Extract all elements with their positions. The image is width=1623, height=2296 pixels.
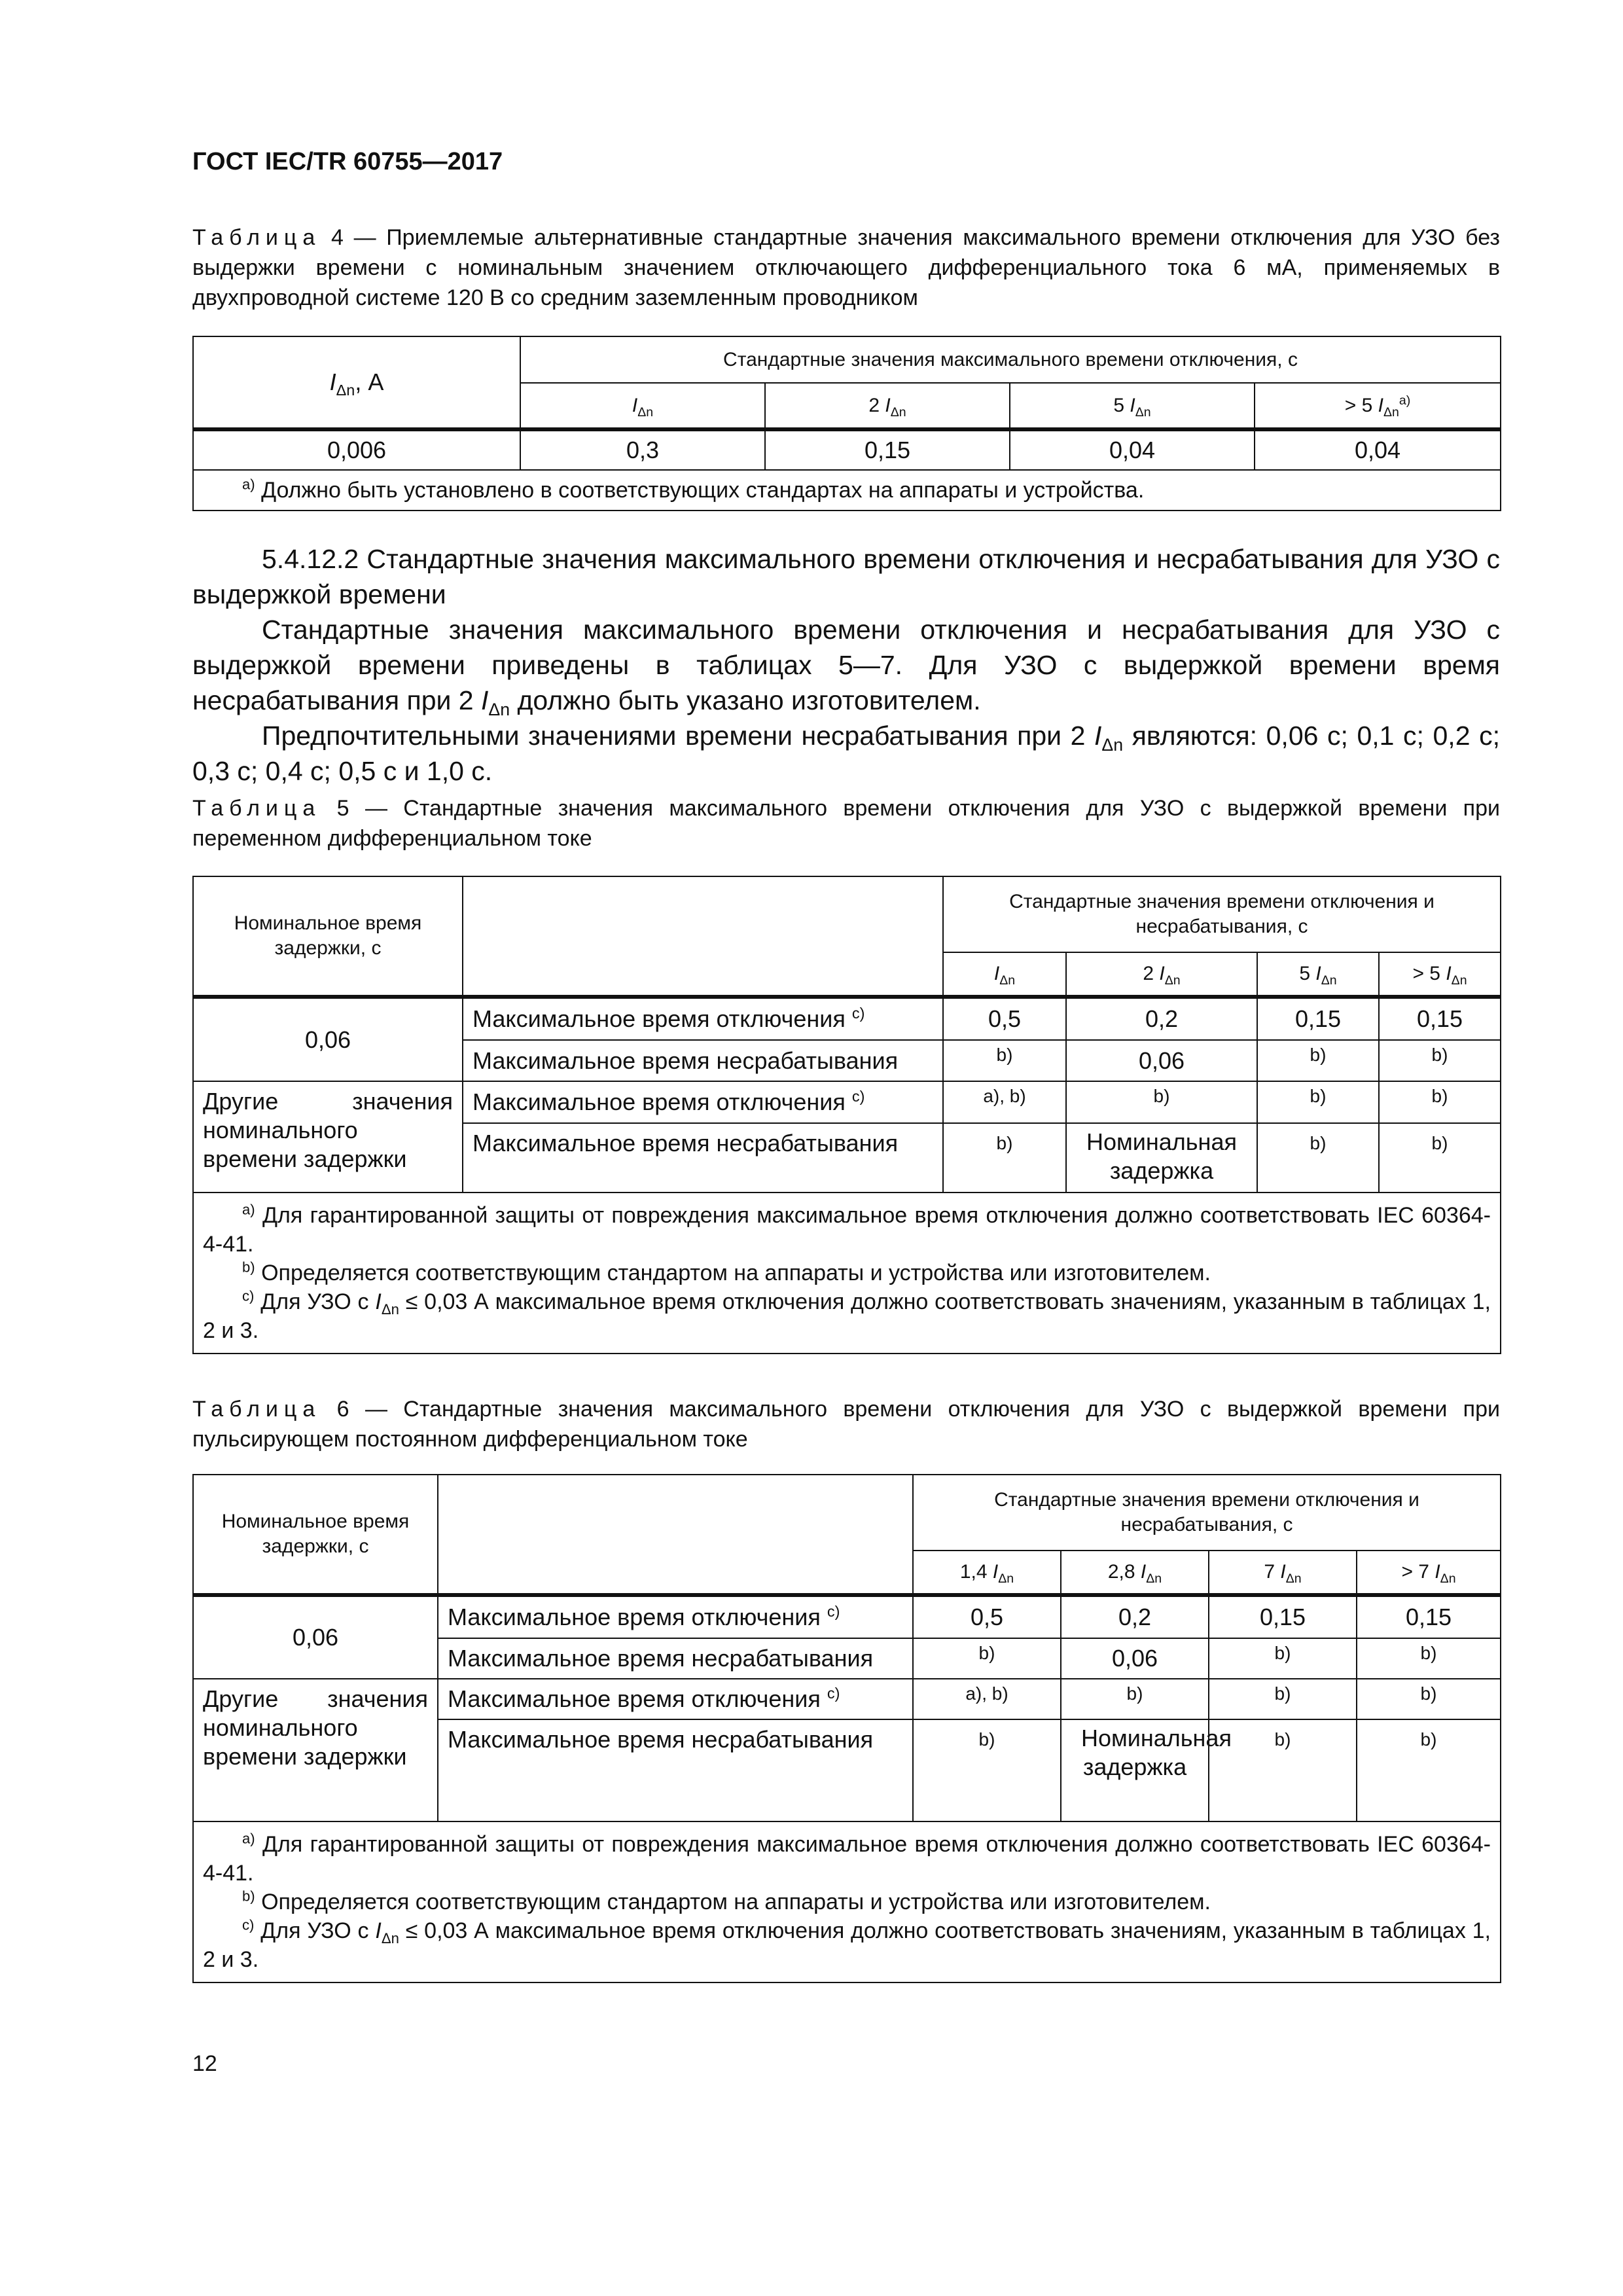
t5-header-group: Стандартные значения времени отключения и несрабатывания, с: [943, 876, 1501, 952]
t6-header-col-4: > 7 $I_{\Delta n}$: [1357, 1551, 1501, 1595]
t6-header-col-1: 1,4 $I_{\Delta n}$: [913, 1551, 1061, 1595]
table-row: Максимальное время несрабатывания b) 0,06 b) b): [193, 1638, 1501, 1679]
t5-footnote-b: $^{b)}$ Определяется соответствующим стандартом на аппараты и устройства или изготовителем.: [242, 1259, 1211, 1285]
t4-header-col-1: $I_{\Delta n}$: [520, 383, 765, 429]
table-6-caption: Таблица 6 — Стандартные значения максимального времени отключения для УЗО с выдержкой времени при пульсирующем постоянном дифференциальном токе: [192, 1397, 1500, 1452]
t6-header-blank: [438, 1475, 913, 1595]
t4-header-col-2: 2 $I_{\Delta n}$: [765, 383, 1010, 429]
table-5: [192, 876, 1501, 1354]
t6-footnote-b: $^{b)}$ Определяется соответствующим стандартом на аппараты и устройства или изготовителем.: [242, 1888, 1211, 1914]
table-4: [192, 336, 1501, 511]
t5-footnote-c: $^{c)}$ Для УЗО с $I_{\Delta n} \le 0,03$ А максимальное время отключения должно соответствовать значениям, указанным в таблицах 1, 2 и 3.: [203, 1287, 1491, 1343]
table-6: [192, 1474, 1501, 1983]
t5-header-col-2: 2 $I_{\Delta n}$: [1066, 952, 1257, 997]
t4-header-group: Стандартные значения максимального времени отключения, с: [520, 336, 1501, 383]
t5-header-delay: Номинальное время задержки, с: [193, 876, 463, 997]
table-row: 0,06 Максимальное время отключения $^{c)}$ 0,5 0,2 0,15 0,15: [193, 997, 1501, 1040]
t5-header-blank: [463, 876, 943, 997]
table-row: Другие значения номинального времени задержки Максимальное время отключения $^{c)}$ a), b) b) b) b): [193, 1679, 1501, 1719]
table-row: Другие значения номинального времени задержки Максимальное время отключения $^{c)}$ a), b) b) b) b): [193, 1081, 1501, 1123]
section-5-4-12-2: [192, 541, 1500, 789]
t5-header-col-4: > 5 $I_{\Delta n}$: [1379, 952, 1501, 997]
t6-header-col-2: 2,8 $I_{\Delta n}$: [1061, 1551, 1209, 1595]
table-row: Максимальное время несрабатывания b) 0,06 b) b): [193, 1040, 1501, 1081]
table-4-caption: Таблица 4 — Приемлемые альтернативные стандартные значения максимального времени отключения для УЗО без выдержки времени с номинальным значением отключающего дифференциального тока 6 мА, применяемых в двухпроводной системе 120 В со средним заземленным проводником: [192, 225, 1500, 310]
t4-footnote: $^{a)}$ Должно быть установлено в соответствующих стандартах на аппараты и устройства.: [193, 470, 1501, 511]
section-title: 5.4.12.2 Стандартные значения максимального времени отключения и несрабатывания для УЗО с выдержкой времени: [192, 544, 1500, 609]
section-paragraph-1: Стандартные значения максимального времени отключения и несрабатывания для УЗО с выдержкой времени приведены в таблицах 5—7. Для УЗО с выдержкой времени время несрабатывания при 2 $I_{\Delta n}$ должно быть указано изготовителем.: [192, 615, 1500, 720]
t4-header-col-3: 5 $I_{\Delta n}$: [1010, 383, 1255, 429]
table-row: Максимальное время несрабатывания b) Номинальная задержка b) b): [193, 1719, 1501, 1821]
t4-header-current: $I_{\Delta n}$, А: [193, 336, 520, 429]
t6-header-group: Стандартные значения времени отключения и несрабатывания, с: [913, 1475, 1501, 1551]
t6-header-delay: Номинальное время задержки, с: [193, 1475, 438, 1595]
t6-header-col-3: 7 $I_{\Delta n}$: [1209, 1551, 1357, 1595]
table-row: 0,06 Максимальное время отключения $^{c)}$ 0,5 0,2 0,15 0,15: [193, 1595, 1501, 1638]
table-5-caption: Таблица 5 — Стандартные значения максимального времени отключения для УЗО с выдержкой времени при переменном дифференциальном токе: [192, 796, 1500, 851]
table-row: 0,006 0,3 0,15 0,04 0,04: [193, 429, 1501, 470]
table-row: Максимальное время несрабатывания b) Номинальная задержка b) b): [193, 1123, 1501, 1193]
t5-header-col-3: 5 $I_{\Delta n}$: [1257, 952, 1379, 997]
t6-footnote-a: $^{a)}$ Для гарантированной защиты от повреждения максимальное время отключения должно соответствовать IEC 60364-4-41.: [203, 1830, 1491, 1886]
section-paragraph-2: Предпочтительными значениями времени несрабатывания при 2 $I_{\Delta n}$ являются: 0,06 с; 0,1 с; 0,2 с; 0,3 с; 0,4 с; 0,5 с и 1,0 с.: [192, 721, 1500, 786]
t5-footnote-a: $^{a)}$ Для гарантированной защиты от повреждения максимальное время отключения должно соответствовать IEC 60364-4-41.: [203, 1201, 1491, 1257]
t5-header-col-1: $I_{\Delta n}$: [943, 952, 1066, 997]
page-number: 12: [192, 2051, 217, 2076]
t5-footnotes: [193, 1193, 1501, 1354]
t6-footnote-c: $^{c)}$ Для УЗО с $I_{\Delta n} \le 0,03$ А максимальное время отключения должно соответствовать значениям, указанным в таблицах 1, 2 и 3.: [203, 1916, 1491, 1972]
t6-footnotes: [193, 1821, 1501, 1982]
document-header: ГОСТ IEC/TR 60755—2017: [192, 148, 503, 175]
t4-header-col-4: > 5 $I_{\Delta n}^{a)}$: [1255, 383, 1501, 429]
